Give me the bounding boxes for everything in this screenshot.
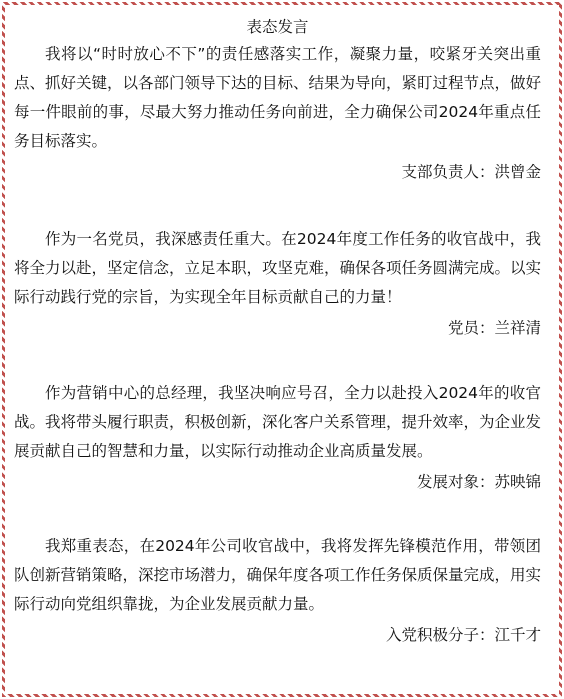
- statement-paragraph-1: 我将以“时时放心不下”的责任感落实工作，凝聚力量，咬紧牙关突出重点、抓好关键，以各部门领导下达的目标、结果为导向，紧盯过程节点，做好每一件眼前的事，尽最大努力推动任务向前进，全力确保公司2024年重点任务目标落实。: [14, 45, 542, 150]
- statement-paragraph-4: 我郑重表态，在2024年公司收官战中，我将发挥先锋模范作用，带领团队创新营销策略，深挖市场潜力，确保年度各项工作任务保质保量完成，用实际行动向党组织靠拢，为企业发展贡献力量。: [14, 537, 542, 613]
- section-spacer: [14, 187, 541, 225]
- statement-signature-2: 党员：兰祥清: [447, 319, 541, 337]
- section-spacer: [14, 497, 541, 532]
- document-body: [14, 18, 542, 650]
- statement-paragraph-2: 作为一名党员，我深感责任重大。在2024年度工作任务的收官战中，我将全力以赴，坚定信念，立足本职，攻坚克难，确保各项任务圆满完成。以实际行动践行党的宗旨，为实现全年目标贡献自己的力量！: [14, 230, 542, 306]
- statement-signature-1: 支部负责人：洪曾金: [401, 163, 541, 181]
- document-title: 表态发言: [246, 18, 309, 36]
- statement-signature-4: 入党积极分子：江千才: [385, 626, 541, 644]
- section-spacer: [14, 343, 541, 379]
- statement-paragraph-3: 作为营销中心的总经理，我坚决响应号召，全力以赴投入2024年的收官战。我将带头履行职责，积极创新，深化客户关系管理，提升效率，为企业发展贡献自己的智慧和力量，以实际行动推动企业高质量发展。: [14, 384, 542, 460]
- statement-signature-3: 发展对象：苏映锦: [416, 473, 541, 491]
